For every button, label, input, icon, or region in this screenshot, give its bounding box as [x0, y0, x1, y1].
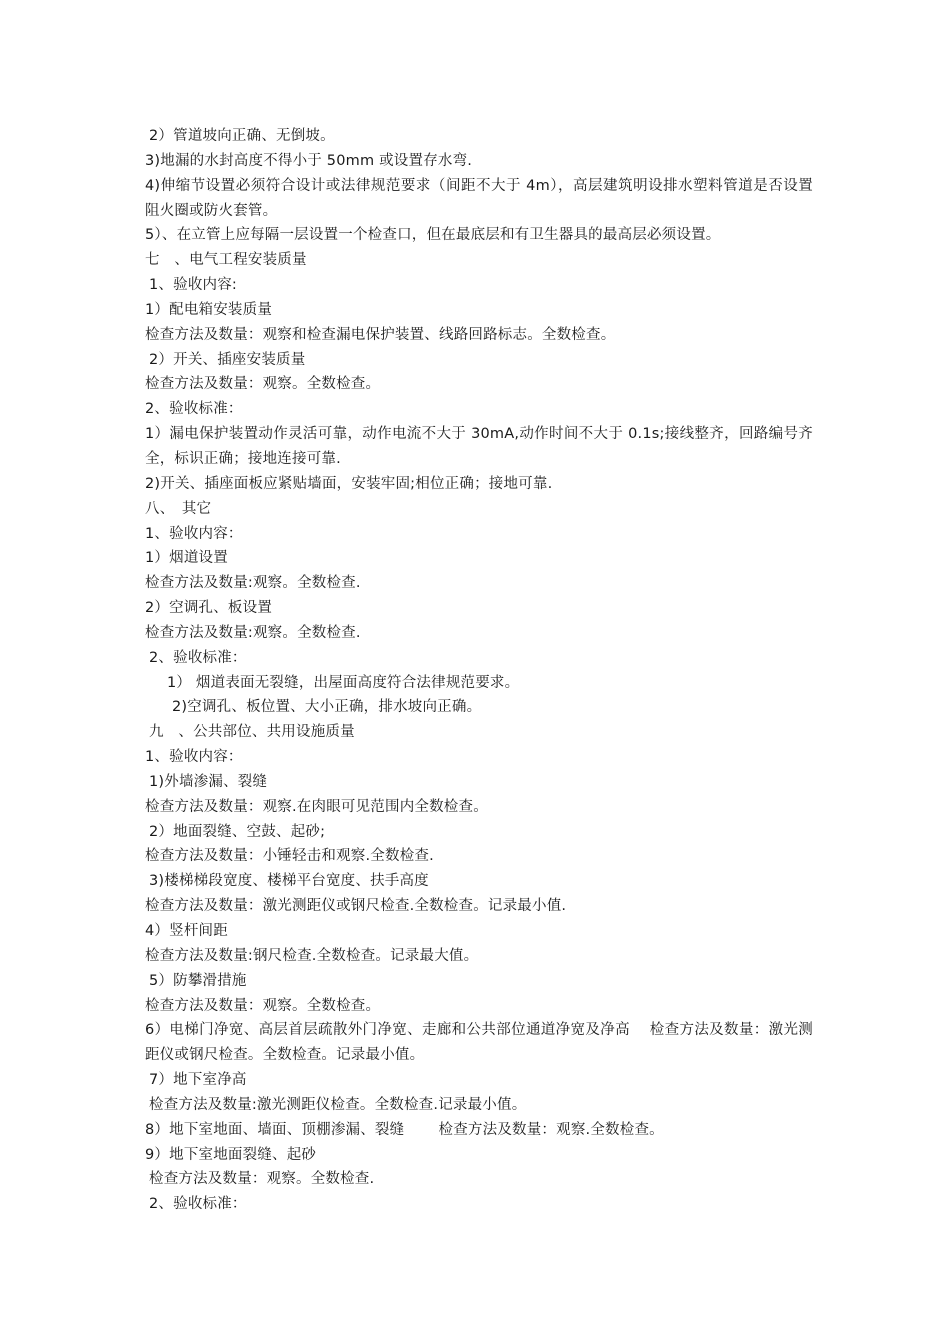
text-line: 1、验收内容: — [149, 277, 238, 294]
text-line: 七 、电气工程安装质量 — [145, 252, 307, 269]
text-line: 2）管道坡向正确、无倒坡。 — [149, 128, 335, 144]
text-line: 2、验收标准： — [145, 401, 243, 418]
text-line: 2）地面裂缝、空鼓、起砂; — [149, 823, 326, 840]
text-line: 1）配电箱安装质量 — [145, 301, 273, 318]
text-line: 4)伸缩节设置必须符合设计或法律规范要求（间距不大于 4m），高层建筑明设排水塑料管道是否设置阻火圈或防火套管。 — [145, 177, 813, 219]
text-line: 检查方法及数量:观察。全数检查. — [145, 575, 361, 592]
text-line: 1)外墙渗漏、裂缝 — [149, 773, 268, 790]
document-page — [145, 124, 813, 1217]
text-line: 4）竖杆间距 — [145, 923, 228, 939]
text-line: 检查方法及数量：激光测距仪或钢尺检查.全数检查。记录最小值. — [145, 898, 567, 915]
text-line: 6）电梯门净宽、高层首层疏散外门净宽、走廊和公共部位通道净宽及净高 检查方法及数量：激光测距仪或钢尺检查。全数检查。记录最小值。 — [145, 1022, 813, 1064]
text-line: 检查方法及数量：观察和检查漏电保护装置、线路回路标志。全数检查。 — [145, 326, 616, 343]
text-line: 检查方法及数量：观察。全数检查。 — [145, 376, 381, 393]
text-line: 1、验收内容： — [145, 525, 243, 542]
text-line: 1、验收内容： — [145, 749, 243, 766]
text-line: 检查方法及数量:钢尺检查.全数检查。记录最大值。 — [145, 947, 479, 964]
text-line: 2）开关、插座安装质量 — [149, 351, 306, 368]
text-line: 八、 其它 — [145, 500, 212, 517]
text-line: 3)地漏的水封高度不得小于 50mm 或设置存水弯. — [145, 152, 473, 169]
text-line: 2、验收标准： — [149, 1196, 247, 1213]
text-line: 5）防攀滑措施 — [149, 972, 247, 989]
text-line: 2、验收标准： — [149, 649, 247, 666]
text-line: 5）、在立管上应每隔一层设置一个检查口，但在最底层和有卫生器具的最高层必须设置。 — [145, 227, 721, 244]
text-line: 3)楼梯梯段宽度、楼梯平台宽度、扶手高度 — [149, 873, 429, 890]
text-line: 9）地下室地面裂缝、起砂 — [145, 1146, 317, 1163]
text-line: 2)开关、插座面板应紧贴墙面，安装牢固;相位正确；接地可靠. — [145, 475, 553, 492]
text-line: 检查方法及数量：观察。全数检查。 — [145, 997, 381, 1014]
text-line: 2）空调孔、板设置 — [145, 600, 273, 617]
text-line: 九 、公共部位、共用设施质量 — [149, 724, 355, 741]
text-line: 1）烟道设置 — [145, 550, 228, 567]
text-line: 检查方法及数量：小锤轻击和观察.全数检查. — [145, 848, 434, 865]
text-line: 检查方法及数量：观察。全数检查. — [149, 1171, 375, 1188]
text-line: 检查方法及数量:激光测距仪检查。全数检查.记录最小值。 — [149, 1096, 527, 1113]
text-line: 8）地下室地面、墙面、顶棚渗漏、裂缝 检查方法及数量：观察.全数检查。 — [145, 1121, 664, 1138]
text-line: 检查方法及数量：观察.在肉眼可见范围内全数检查。 — [145, 798, 488, 815]
text-line: 检查方法及数量:观察。全数检查. — [145, 624, 361, 641]
text-line: 1） 烟道表面无裂缝，出屋面高度符合法律规范要求。 — [167, 674, 520, 691]
text-line: 7）地下室净高 — [149, 1072, 247, 1089]
text-line: 2)空调孔、板位置、大小正确，排水坡向正确。 — [172, 699, 482, 716]
text-line: 1）漏电保护装置动作灵活可靠，动作电流不大于 30mA,动作时间不大于 0.1s;接线整齐，回路编号齐全，标识正确；接地连接可靠. — [145, 426, 813, 467]
